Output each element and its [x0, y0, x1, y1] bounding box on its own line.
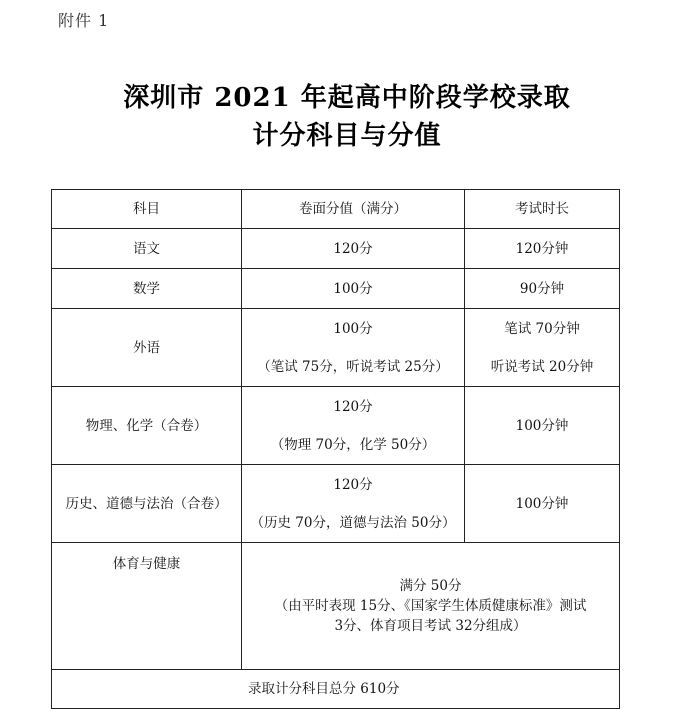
score-value: 满分 50分 [399, 578, 462, 594]
table-row-math [52, 269, 620, 309]
score-detail: （笔试 75分，听说考试 25分） [257, 358, 449, 375]
total-score-cell: 录取计分科目总分 610分 [52, 670, 620, 709]
table-row-physics-chemistry [52, 387, 620, 465]
score-detail: （历史 70分，道德与法治 50分） [250, 514, 456, 531]
page-title-line2: 计分科目与分值 [252, 121, 442, 151]
score-table [51, 189, 620, 709]
score-cell: 120分 [242, 229, 465, 269]
duration-oral: 听说考试 20分钟 [490, 358, 594, 375]
table-row-pe [52, 543, 620, 670]
duration-cell [465, 309, 620, 387]
subject-cell: 外语 [52, 309, 242, 387]
header-score: 卷面分值（满分） [242, 190, 465, 229]
page-title-line1: 深圳市 2021 年起高中阶段学校录取 [123, 83, 571, 113]
duration-written: 笔试 70分钟 [504, 320, 580, 337]
table-row-history-morality [52, 465, 620, 543]
subject-cell: 历史、道德与法治（合卷） [52, 465, 242, 543]
subject-cell: 物理、化学（合卷） [52, 387, 242, 465]
header-subject: 科目 [52, 190, 242, 229]
attachment-label: 附件 1 [58, 11, 110, 30]
score-cell [242, 309, 465, 387]
pe-detail-line2: 3分、体育项目考试 32分组成） [334, 618, 527, 634]
score-cell [242, 465, 465, 543]
table-row-chinese [52, 229, 620, 269]
pe-detail-line1: （由平时表现 15分、《国家学生体质健康标准》测试 [274, 598, 587, 614]
score-cell: 100分 [242, 269, 465, 309]
score-value: 120分 [333, 476, 373, 493]
table-header-row [52, 190, 620, 229]
subject-cell: 数学 [52, 269, 242, 309]
subject-cell: 体育与健康 [52, 543, 242, 670]
score-cell [242, 387, 465, 465]
score-value: 100分 [333, 320, 373, 337]
duration-cell: 120分钟 [465, 229, 620, 269]
score-value: 120分 [333, 398, 373, 415]
score-detail: （物理 70分，化学 50分） [270, 436, 436, 453]
table-row-foreign [52, 309, 620, 387]
pe-score-cell [242, 543, 620, 670]
duration-cell: 100分钟 [465, 465, 620, 543]
subject-cell: 语文 [52, 229, 242, 269]
duration-cell: 100分钟 [465, 387, 620, 465]
table-row-total [52, 670, 620, 709]
duration-cell: 90分钟 [465, 269, 620, 309]
header-duration: 考试时长 [465, 190, 620, 229]
